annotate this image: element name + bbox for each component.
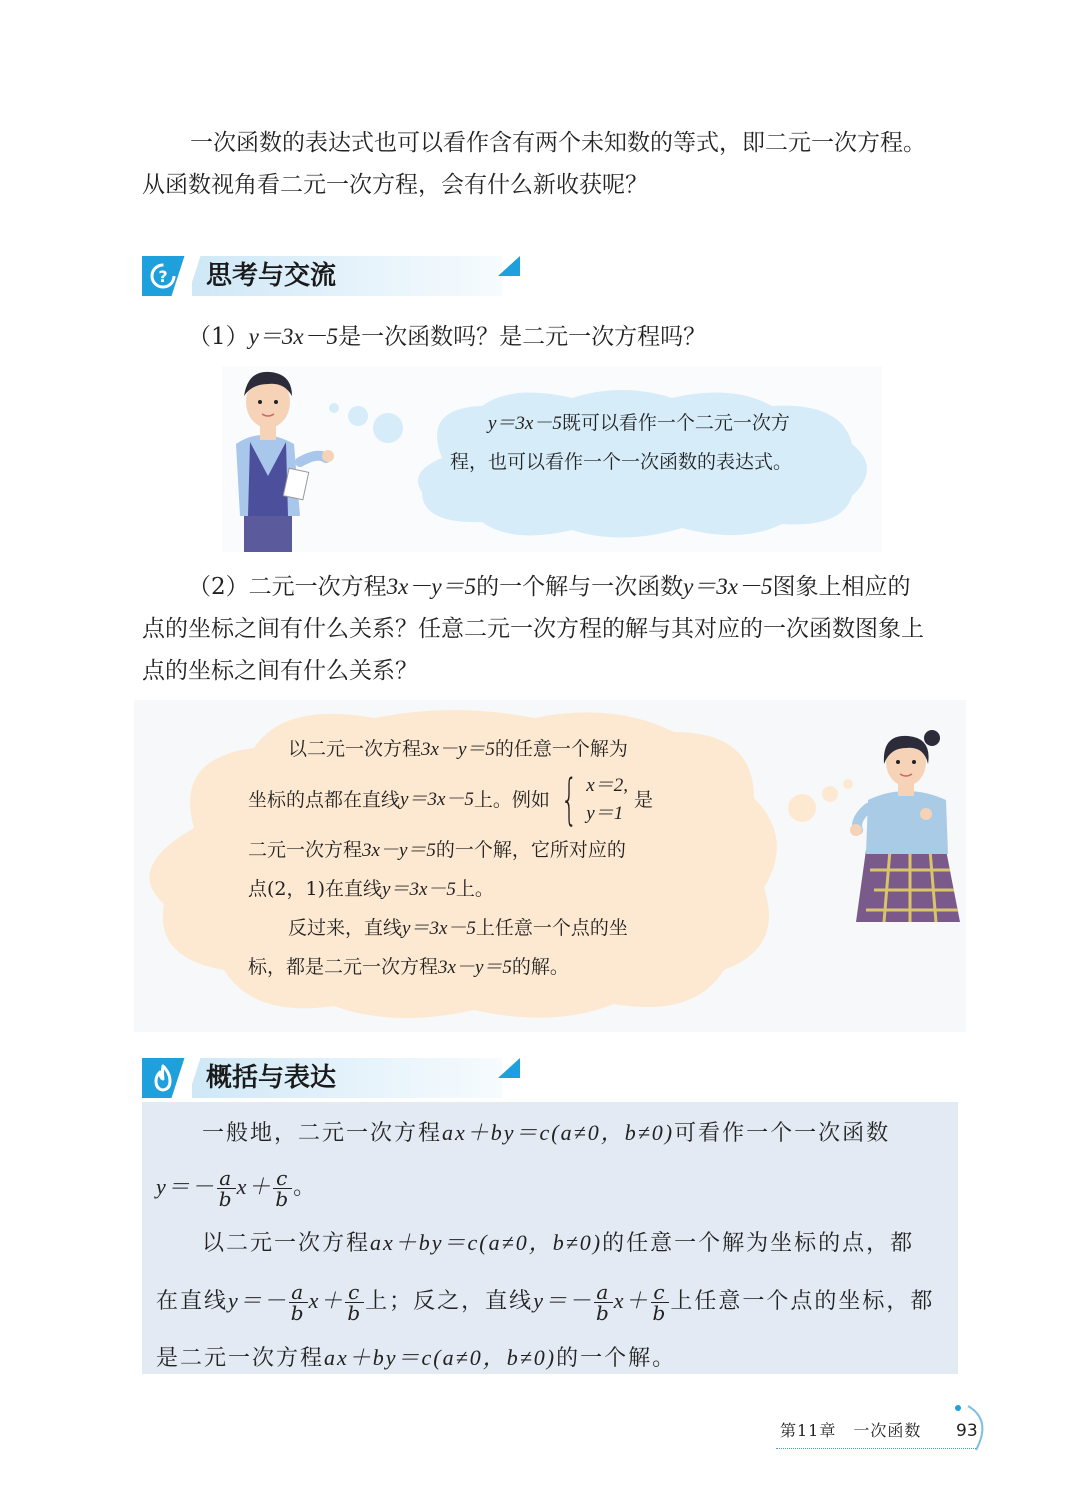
peach-bubble-dots bbox=[774, 776, 854, 836]
intro bbox=[142, 122, 972, 206]
page-footer bbox=[776, 1412, 992, 1452]
footer-chapter: 第11章 一次函数 bbox=[780, 1421, 922, 1440]
illustration-boy-panel bbox=[222, 366, 882, 552]
bubble-2-text: 以二元一次方程3x－y＝5的任意一个解为 坐标的点都在直线 y＝3x－5 上。例如 { x＝2, y＝1 是 二元一次方程3x－y＝5的一个解，它所对应的 点(2，1)在直线y＝3x－5上。 反过来，直线y＝3x－5上任意一个点的坐 标，都是二元一次方程3x－y＝5的解。 bbox=[248, 738, 653, 978]
svg-text:?: ? bbox=[158, 267, 168, 286]
summary-section-header bbox=[142, 1058, 522, 1098]
intro-line-2: 从函数视角看二元一次方程，会有什么新收获呢？ bbox=[142, 172, 648, 198]
illustration-girl-panel bbox=[134, 700, 966, 1032]
bubble-1-text: y＝3x－5既可以看作一个二元一次方 程，也可以看作一个一次函数的表达式。 bbox=[450, 412, 793, 473]
question-cycle-icon bbox=[148, 261, 178, 291]
fraction-a-over-b: $\frac{a}{b}$ bbox=[218, 1165, 234, 1211]
think-heading: 思考与交流 bbox=[206, 261, 337, 291]
flame-icon bbox=[148, 1063, 178, 1093]
think-section-header bbox=[142, 256, 522, 296]
summary-text: 一般地，二元一次方程ax＋by＝c(a≠0，b≠0)可看作一个一次函数 y＝－ $\frac{a}{b}$ x＋ $\frac{c}{b}$ 。 以二元一次方程ax＋by＝c(a≠0，b≠0)的任意一个解为坐标的点，都 在直线y＝－ $\frac{a}{b}$ x＋ $\frac{c}{b}$ 上；反之，直线y＝－ $\frac{a}{b}$ x＋ $\frac{c}{b}$ 上任意一个点的坐标，都 是二元一次方程ax＋by＝c(a≠0，b≠0)的一个解。 bbox=[156, 1120, 935, 1371]
summary-heading: 概括与表达 bbox=[206, 1063, 337, 1093]
fraction-c-over-b: $\frac{c}{b}$ bbox=[275, 1165, 291, 1211]
page-number: 93 bbox=[956, 1421, 978, 1441]
question-1: （1）y＝3x－5是一次函数吗？是二元一次方程吗？ bbox=[188, 324, 707, 350]
question-2: （2）二元一次方程3x－y＝5的一个解与一次函数y＝3x－5图象上相应的 点的坐标之间有什么关系？任意二元一次方程的解与其对应的一次函数图象上 点的坐标之间有什么关系？ bbox=[142, 574, 924, 684]
equation-system: { x＝2, y＝1 bbox=[560, 768, 628, 831]
summary-box bbox=[142, 1102, 958, 1374]
girl-illustration bbox=[850, 730, 966, 926]
intro-line-1: 一次函数的表达式也可以看作含有两个未知数的等式，即二元一次方程。 bbox=[190, 130, 926, 156]
